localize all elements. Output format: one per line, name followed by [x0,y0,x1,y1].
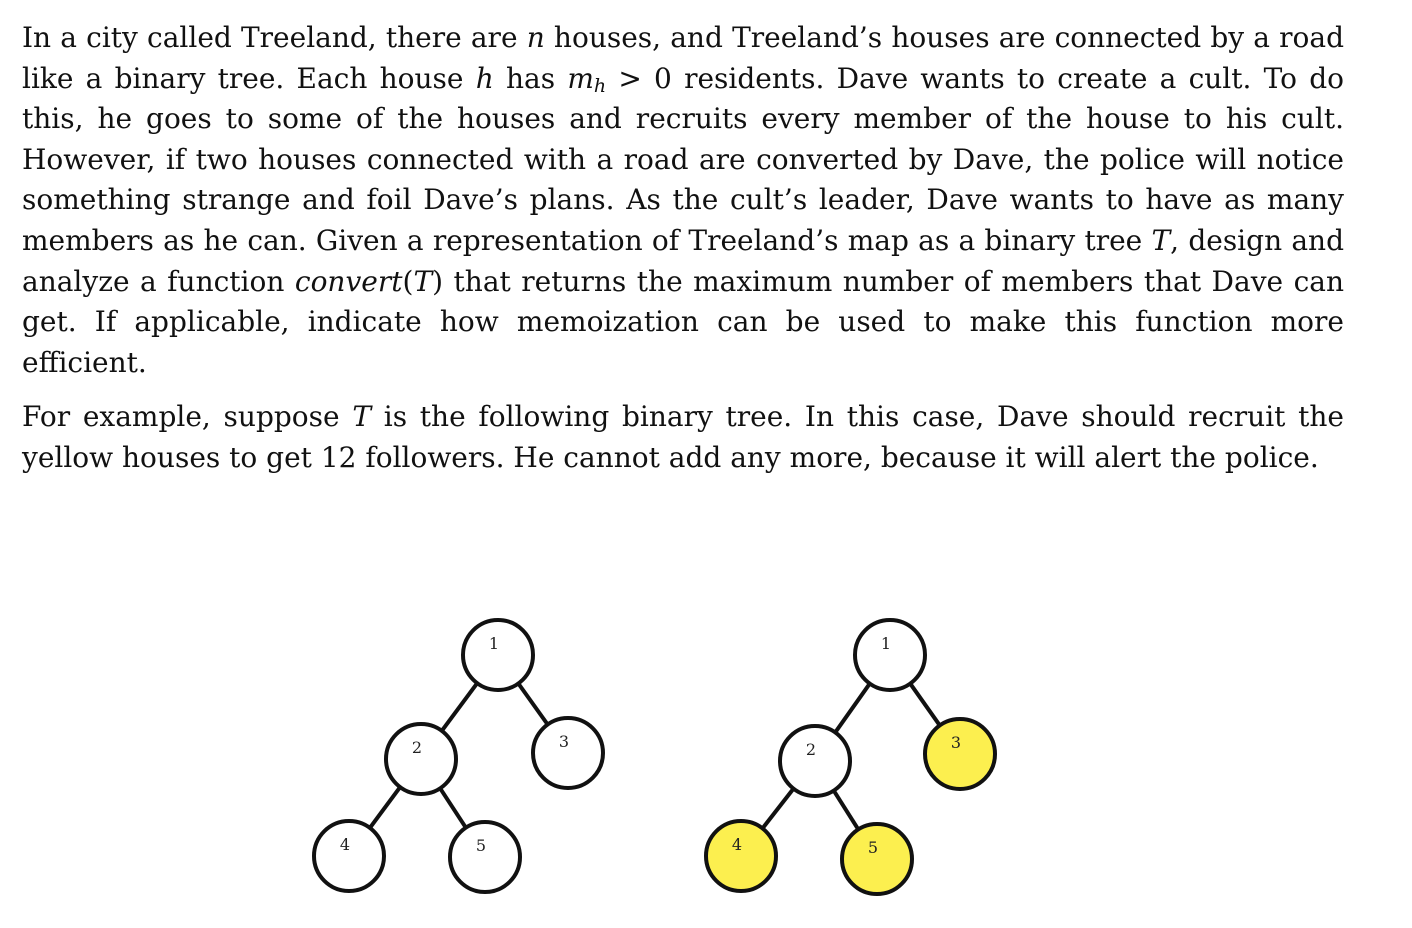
tree-edge-root-to-right [518,683,547,724]
tree-edge-left-to-left-left [763,789,794,829]
house-label: 3 [558,732,570,751]
house-label: 2 [411,738,423,757]
tree-node-right-selected [925,719,995,789]
math-n: n [526,21,545,54]
house-label: 1 [488,634,500,653]
tree-node-left-right [450,822,520,892]
math-h: h [475,61,494,95]
text-fragment: is the following binary tree. In this case, Dave should recruit the yellow houses to get 12 followers. He cannot add any more, because it will alert the police. [22,400,1345,474]
tree-edge-left-to-left-right [440,788,466,827]
text-fragment: , design and analyze a function [22,223,1344,298]
house-label: 5 [867,838,879,857]
text-fragment: > 0 residents. Dave wants to create a cult. To do this, he goes to some of the houses and recruits every member of the house to his cult. However, if two houses connected with a road are converted by Dave, the police will notice something strange and foil Dave’s plans. As the cult’s leader, Dave wants to have as many members as he can. Given a representation of Treeland’s map as a binary tree [22,61,1344,257]
tree-solution [706,620,995,894]
tree-original [314,620,603,892]
function-name-convert: convert [294,264,403,298]
tree-node-left [386,724,456,794]
tree-node-left [780,726,850,796]
house-circle [706,821,776,891]
tree-node-left-left [314,821,384,891]
house-circle [925,719,995,789]
house-circle [463,620,533,690]
text-fragment: houses, and Treeland’s houses are connected by a road like a binary tree. Each house [22,21,1344,95]
tree-edge-left-to-left-right [834,791,859,830]
tree-node-right [533,718,603,788]
house-circle [386,724,456,794]
tree-edge-root-to-left [442,683,477,731]
house-label: 5 [475,836,487,855]
house-label: 4 [339,835,351,854]
tree-node-left-left-selected [706,821,776,891]
text-fragment: For example, suppose [22,400,353,434]
house-circle [855,620,925,690]
text-fragment: that returns the maximum number of members that Dave can get. If applicable, indicate how memoization can be used to make this function more efficient. [22,264,1344,379]
house-circle [780,726,850,796]
text-fragment: In a city called Treeland, there are [22,21,527,54]
house-label: 3 [950,733,962,752]
tree-node-root [855,620,925,690]
house-label: 4 [731,835,743,854]
text-fragment: has [493,61,568,95]
math-T: T [1151,223,1171,257]
house-circle [533,718,603,788]
math-subscript-h: h [593,74,607,97]
tree-edge-left-to-left-left [370,787,400,828]
tree-node-left-right-selected [842,824,912,894]
paren-close: ) [432,264,444,298]
house-circle [842,824,912,894]
house-label: 2 [805,740,817,759]
house-circle [450,822,520,892]
tree-edge-root-to-right [910,684,940,726]
math-T-arg: T [413,264,433,298]
paren-open: ( [402,264,414,298]
math-m: m [567,61,594,95]
tree-node-root [463,620,533,690]
house-label: 1 [880,634,892,653]
house-circle [314,821,384,891]
math-T-example: T [352,400,372,434]
tree-edge-root-to-left [835,684,870,733]
